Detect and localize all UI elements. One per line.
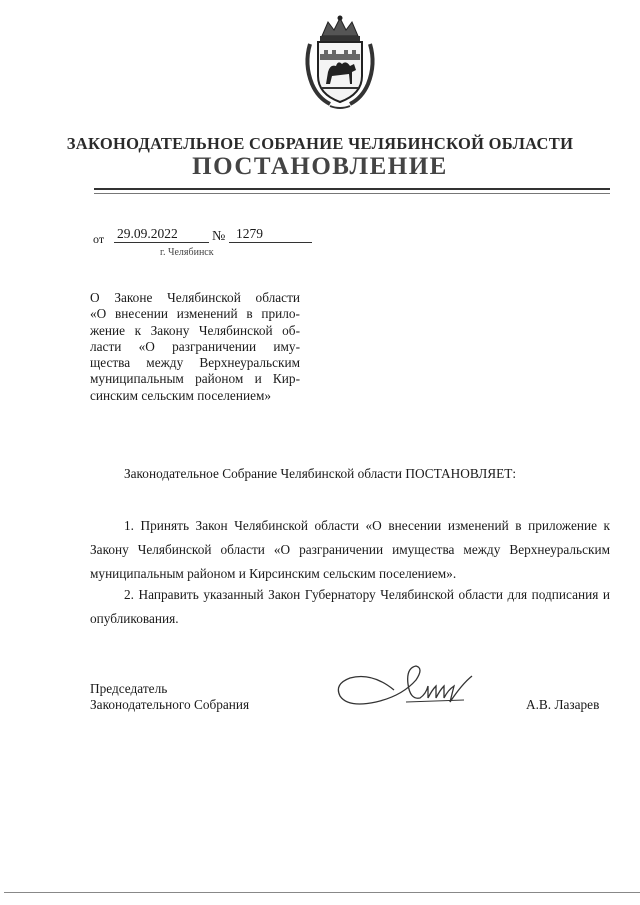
title-line: «О внесении изменений в прило- xyxy=(90,306,300,322)
resolution-item-1: 1. Принять Закон Челябинской области «О внесении изменений в приложение к Закону Челябинской области «О разграничении имущества между Верхнеуральским муниципальным районом и Кирсинским сельским поселением». xyxy=(90,518,610,582)
header-divider-thin xyxy=(94,193,610,194)
resolution-item-2: 2. Направить указанный Закон Губернатору Челябинской области для подписания и опубликования. xyxy=(90,587,610,627)
date-prefix: от xyxy=(93,232,105,246)
document-number: 1279 xyxy=(229,226,312,243)
header-divider xyxy=(94,188,610,190)
chelyabinsk-coat-of-arms-icon xyxy=(300,14,380,112)
signer-position-line2: Законодательного Собрания xyxy=(90,697,250,712)
document-title xyxy=(90,290,300,404)
title-line: щества между Верхнеуральским xyxy=(90,355,300,371)
document-type-title: ПОСТАНОВЛЕНИЕ xyxy=(192,153,448,180)
handwritten-signature-icon xyxy=(332,650,482,720)
title-line: синским сельским поселением» xyxy=(90,387,272,403)
page-bottom-edge xyxy=(4,892,640,893)
number-prefix: № xyxy=(212,229,226,244)
title-line: О Законе Челябинской области xyxy=(90,290,300,305)
title-line: жение к Закону Челябинской об- xyxy=(90,322,300,338)
document-date: 29.09.2022 xyxy=(114,226,209,243)
signer-position-line1: Председатель xyxy=(90,681,168,696)
organization-name: ЗАКОНОДАТЕЛЬНОЕ СОБРАНИЕ ЧЕЛЯБИНСКОЙ ОБЛАСТИ xyxy=(66,134,574,153)
city-label: г. Челябинск xyxy=(160,247,214,258)
title-line: муниципальным районом и Кир- xyxy=(90,371,300,387)
signer-name: А.В. Лазарев xyxy=(526,697,600,712)
preamble: Законодательное Собрание Челябинской области ПОСТАНОВЛЯЕТ: xyxy=(123,466,517,481)
title-line: ласти «О разграничении иму- xyxy=(90,338,300,354)
